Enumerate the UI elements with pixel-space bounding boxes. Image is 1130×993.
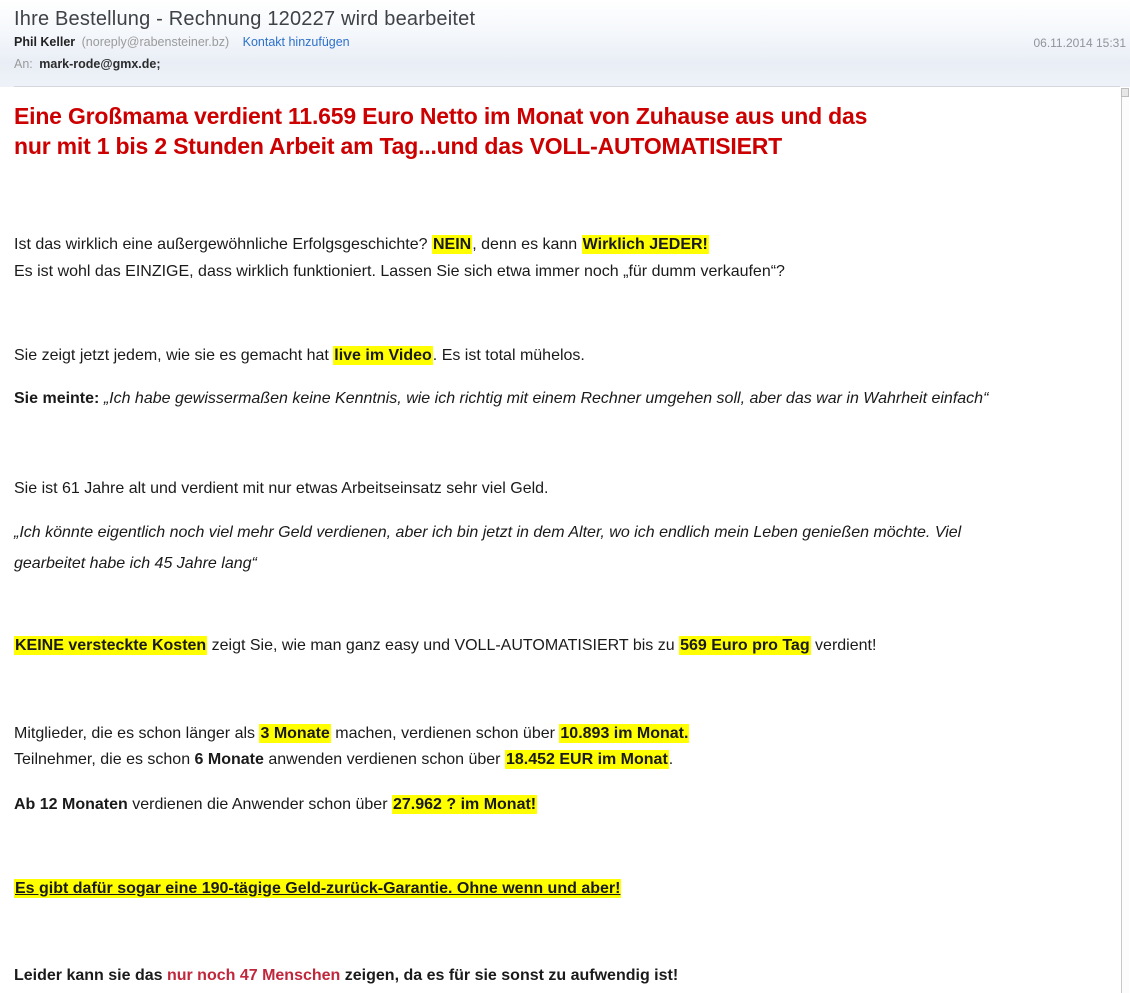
- highlight-10893: 10.893 im Monat.: [560, 725, 689, 742]
- text-line: Es ist wohl das EINZIGE, dass wirklich funktioniert. Lassen Sie sich etwa immer noch „für dumm verkaufen“?: [14, 263, 785, 280]
- quote-line-2: gearbeitet habe ich 45 Jahre lang“: [14, 555, 257, 572]
- quote-line-1: „Ich könnte eigentlich noch viel mehr Geld verdienen, aber ich bin jetzt in dem Alter, wo ich endlich mein Leben genießen möchte. Viel: [14, 524, 962, 541]
- text-segment: anwenden verdienen schon über: [263, 751, 505, 768]
- scrollbar-thumb[interactable]: [1121, 88, 1129, 97]
- text-segment: Sie zeigt jetzt jedem, wie sie es gemacht hat: [14, 347, 334, 364]
- sender-email: (noreply@rabensteiner.bz): [81, 35, 230, 49]
- text-line: [14, 231, 1106, 258]
- headline-line-2: nur mit 1 bis 2 Stunden Arbeit am Tag...und das VOLL-AUTOMATISIERT: [14, 133, 782, 159]
- scrollbar-track[interactable]: [1121, 88, 1129, 993]
- text-segment: Mitglieder, die es schon länger als: [14, 725, 260, 742]
- highlight-18452: 18.452 EUR im Monat: [505, 751, 668, 768]
- highlight-live-im-video: live im Video: [334, 347, 432, 364]
- paragraph-garantie: [14, 876, 1106, 902]
- sie-meinte-label: Sie meinte:: [14, 390, 104, 407]
- paragraph-erfolgsgeschichte: [14, 231, 1106, 285]
- highlight-wirklich-jeder: Wirklich JEDER!: [582, 236, 708, 253]
- headline: [14, 101, 1106, 161]
- text-line: [14, 747, 1106, 773]
- highlight-569-euro: 569 Euro pro Tag: [680, 637, 810, 654]
- paragraph-zitat-rechner: [14, 386, 1106, 412]
- sender-row: [14, 35, 350, 49]
- paragraph-keine-kosten: [14, 633, 1106, 659]
- text-segment: Ist das wirklich eine außergewöhnliche Erfolgsgeschichte?: [14, 236, 432, 253]
- paragraph-live-video: [14, 343, 1106, 369]
- to-address: mark-rode@gmx.de;: [39, 57, 161, 71]
- bold-6-monate: 6 Monate: [194, 751, 264, 768]
- text-segment: Teilnehmer, die es schon: [14, 751, 195, 768]
- paragraph-mitglieder: [14, 721, 1106, 773]
- highlight-garantie: Es gibt dafür sogar eine 190-tägige Geld-zurück-Garantie. Ohne wenn und aber!: [15, 880, 621, 897]
- header-divider: [14, 86, 1120, 87]
- bold-ab-12-monaten: Ab 12 Monaten: [14, 796, 128, 813]
- text-line: [14, 721, 1106, 747]
- headline-line-1: Eine Großmama verdient 11.659 Euro Netto im Monat von Zuhause aus und das: [14, 103, 868, 129]
- quote-text: „Ich habe gewissermaßen keine Kenntnis, wie ich richtig mit einem Rechner umgehen soll, aber das war in Wahrheit einfach“: [103, 390, 989, 407]
- to-label: An:: [14, 57, 33, 71]
- red-47-menschen: nur noch 47 Menschen: [166, 967, 341, 984]
- text-segment: zeigen, da es für sie sonst zu aufwendig ist!: [340, 967, 679, 984]
- highlight-3-monate: 3 Monate: [260, 725, 330, 742]
- add-contact-link[interactable]: Kontakt hinzufügen: [242, 35, 350, 49]
- text-segment: verdienen die Anwender schon über: [127, 796, 392, 813]
- text-segment: , denn es kann: [472, 236, 582, 253]
- text-segment: .: [668, 751, 674, 768]
- text-segment: zeigt Sie, wie man ganz easy und VOLL-AUTOMATISIERT bis zu: [207, 637, 680, 654]
- email-date: 06.11.2014 15:31: [1033, 36, 1126, 50]
- email-subject: Ihre Bestellung - Rechnung 120227 wird bearbeitet: [14, 8, 476, 30]
- text-segment: verdient!: [810, 637, 877, 654]
- sender-name: Phil Keller: [14, 35, 76, 49]
- highlight-27962: 27.962 ? im Monat!: [392, 796, 537, 813]
- text-segment: Leider kann sie das: [14, 967, 167, 984]
- recipient-row: [14, 57, 161, 71]
- paragraph-12-monate: [14, 792, 1106, 818]
- email-header: [0, 0, 1130, 87]
- highlight-nein: NEIN: [433, 236, 472, 253]
- paragraph-zitat-alter: [14, 517, 1106, 579]
- text-segment: . Es ist total mühelos.: [432, 347, 585, 364]
- text-segment: machen, verdienen schon über: [330, 725, 560, 742]
- email-body: [0, 88, 1130, 993]
- paragraph-47-menschen: [14, 963, 1106, 989]
- paragraph-61-jahre: Sie ist 61 Jahre alt und verdient mit nur etwas Arbeitseinsatz sehr viel Geld.: [14, 480, 549, 497]
- highlight-keine-kosten: KEINE versteckte Kosten: [15, 637, 207, 654]
